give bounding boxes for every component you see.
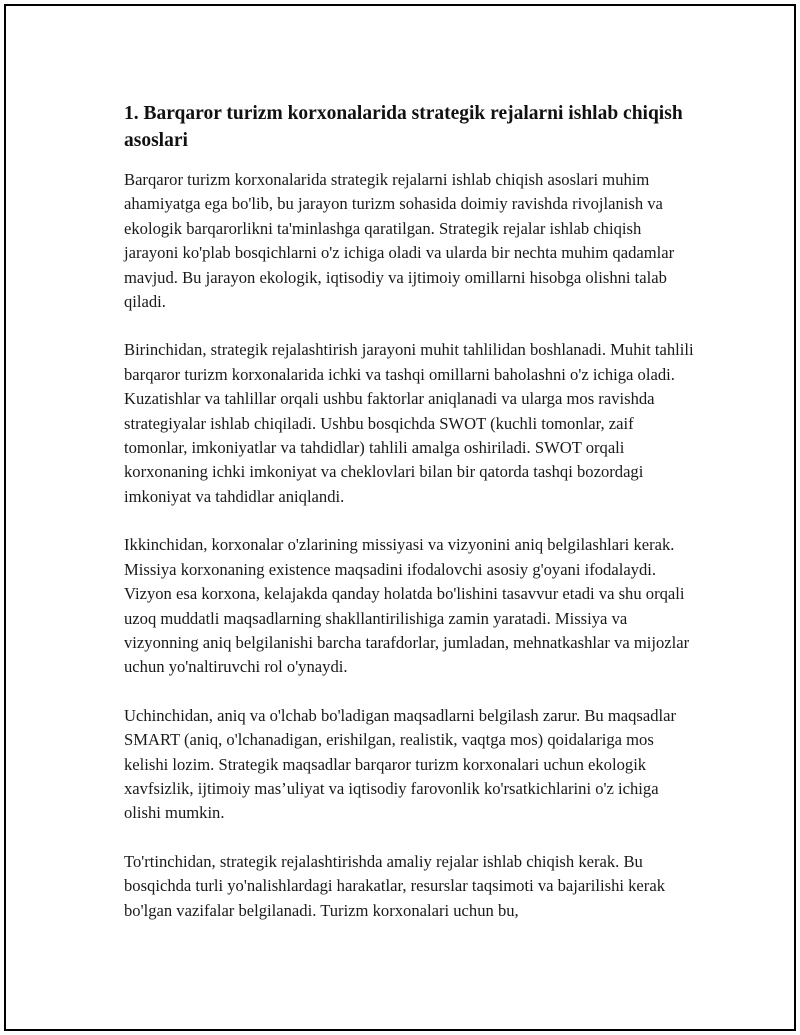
document-body [124, 100, 694, 947]
paragraph-intro: Barqaror turizm korxonalarida strategik rejalarni ishlab chiqish asoslari muhim ahamiyatga ega bo'lib, bu jarayon turizm sohasida doimiy ravishda rivojlanish va ekologik barqarorlikni ta'minlashga qaratilgan. Strategik rejalar ishlab chiqish jarayoni ko'plab bosqichlarni o'z ichiga oladi va ularda bir nechta muhim qadamlar mavjud. Bu jarayon ekologik, iqtisodiy va ijtimoiy omillarni hisobga olishni talab qiladi. [124, 170, 675, 312]
paragraph-fourth: To'rtinchidan, strategik rejalashtirishda amaliy rejalar ishlab chiqish kerak. Bu bosqichda turli yo'nalishlardagi harakatlar, resurslar taqsimoti va bajarilishi kerak bo'lgan vazifalar belgilanadi. Turizm korxonalari uchun bu, [124, 851, 665, 920]
paragraph-first: Birinchidan, strategik rejalashtirish jarayoni muhit tahlilidan boshlanadi. Muhit tahlili barqaror turizm korxonalarida ichki va tashqi omillarni baholashni o'z ichiga oladi. Kuzatishlar va tahlillar orqali ushbu faktorlar aniqlanadi va ularga mos ravishda strategiyalar ishlab chiqiladi. Ushbu bosqichda SWOT (kuchli tomonlar, zaif tomonlar, imkoniyatlar va tahdidlar) tahlili amalga oshiriladi. SWOT orqali korxonaning ichki imkoniyat va cheklovlari bilan bir qatorda tashqi bozordagi imkoniyat va tahdidlar aniqlandi. [124, 340, 694, 506]
section-heading: 1. Barqaror turizm korxonalarida strategik rejalarni ishlab chiqish asoslari [124, 103, 683, 151]
page-frame [4, 4, 796, 1031]
paragraph-second: Ikkinchidan, korxonalar o'zlarining missiyasi va vizyonini aniq belgilashlari kerak. Missiya korxonaning existence maqsadini ifodalovchi asosiy g'oyani ifodalaydi. Vizyon esa korxona, kelajakda qanday holatda bo'lishini tasavvur etadi va shu orqali uzoq muddatli maqsadlarning shakllantirilishiga zamin yaratadi. Missiya va vizyonning aniq belgilanishi barcha tarafdorlar, jumladan, mehnatkashlar va mijozlar uchun yo'naltiruvchi rol o'ynaydi. [124, 535, 690, 677]
paragraph-third: Uchinchidan, aniq va o'lchab bo'ladigan maqsadlarni belgilash zarur. Bu maqsadlar SMART (aniq, o'lchanadigan, erishilgan, realistik, vaqtga mos) qoidalariga mos kelishi lozim. Strategik maqsadlar barqaror turizm korxonalari uchun ekologik xavfsizlik, ijtimoiy mas’uliyat va iqtisodiy farovonlik ko'rsatkichlarini o'z ichiga olishi mumkin. [124, 705, 677, 823]
